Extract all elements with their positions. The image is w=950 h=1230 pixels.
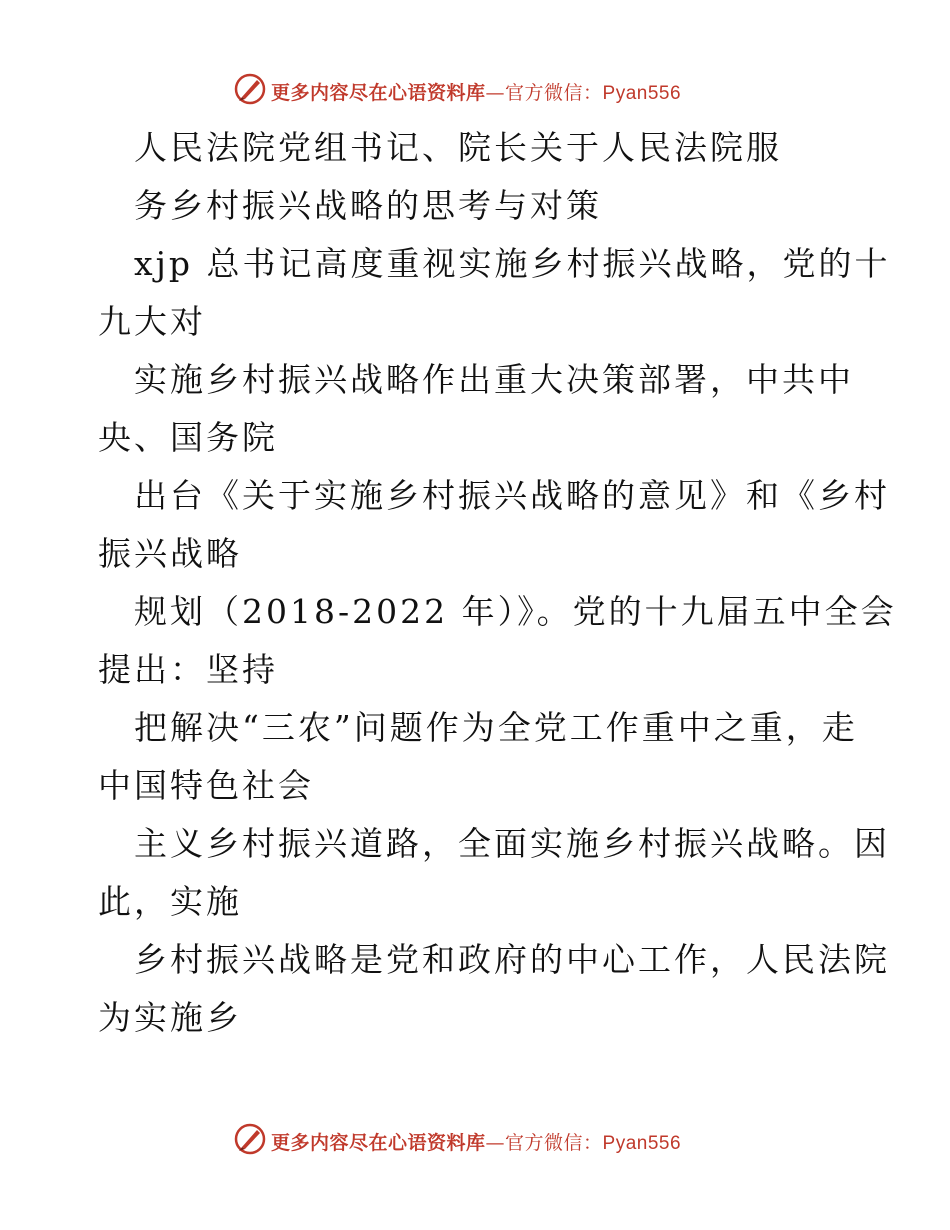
text-line: 规划（2018-2022 年）》。党的十九届五中全会 [134,592,897,631]
watermark-site: 更多内容尽在心语资料库 [271,82,486,104]
text-line: 央、国务院 [98,418,278,457]
text-line: 务乡村振兴战略的思考与对策 [134,186,602,225]
text-line: xjp 总书记高度重视实施乡村振兴战略，党的十 [134,244,891,283]
watermark-wechat-label: 官方微信： [505,82,603,104]
text-line: 中国特色社会 [98,766,314,805]
text-line: 乡村振兴战略是党和政府的中心工作，人民法院 [134,940,890,979]
text-line: 为实施乡 [98,998,242,1037]
text-line: 出台《关于实施乡村振兴战略的意见》和《乡村 [134,476,890,515]
text-line: 此，实施 [98,882,242,921]
text-line: 振兴战略 [98,534,242,573]
watermark-text [271,78,681,105]
watermark-text [271,1128,681,1155]
footer-watermark-banner [0,1120,950,1160]
watermark-separator: — [485,1132,506,1154]
watermark-separator: — [485,82,506,104]
watermark-wechat-label: 官方微信： [505,1132,603,1154]
text-line: 九大对 [98,302,206,341]
watermark-site: 更多内容尽在心语资料库 [271,1132,486,1154]
text-line: 把解决“三农”问题作为全党工作重中之重，走 [134,708,858,747]
text-line: 主义乡村振兴道路，全面实施乡村振兴战略。因 [134,824,890,863]
watermark-wechat-id: Pyan556 [602,83,682,104]
watermark-wechat-id: Pyan556 [602,1133,682,1154]
quill-logo-icon [233,1122,267,1156]
quill-logo-icon [233,72,267,106]
text-line: 提出：坚持 [98,650,278,689]
text-line: 人民法院党组书记、院长关于人民法院服 [134,128,782,167]
text-line: 实施乡村振兴战略作出重大决策部署，中共中 [134,360,854,399]
header-watermark-banner [0,70,950,110]
